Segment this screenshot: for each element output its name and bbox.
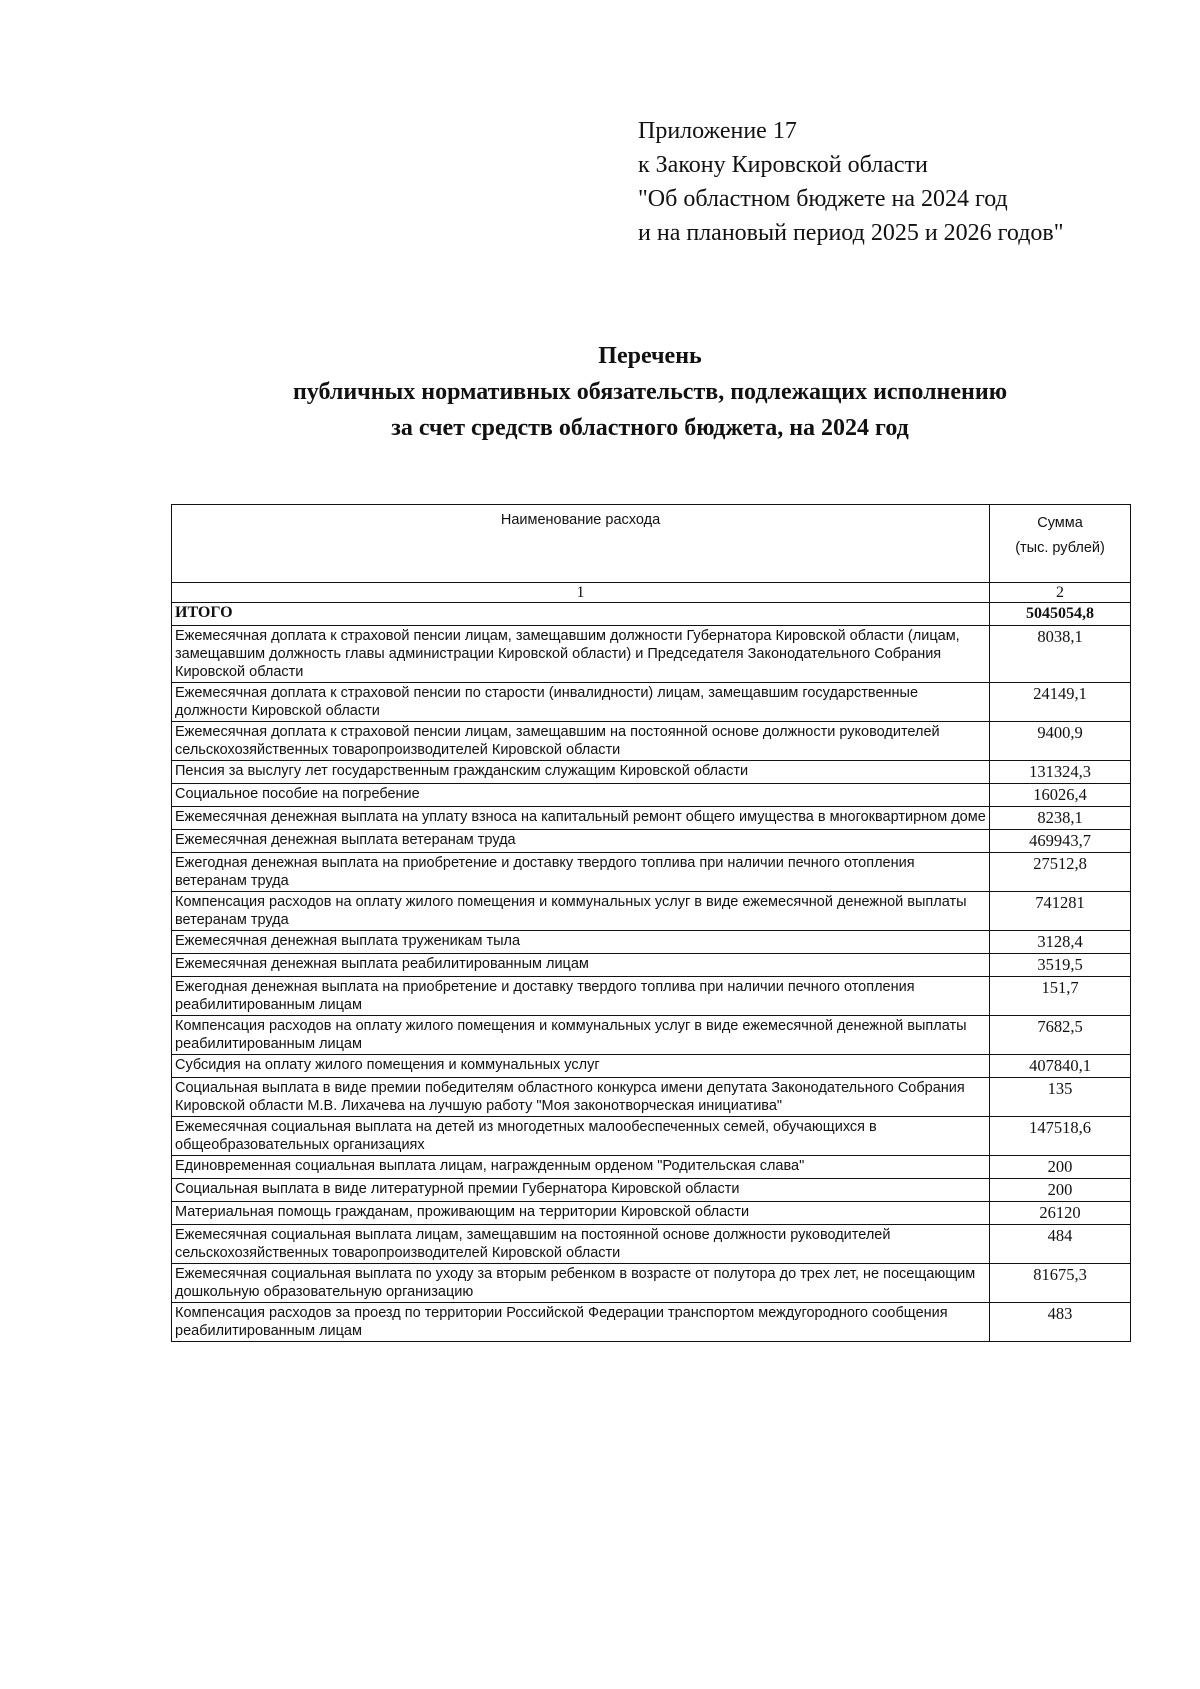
expense-amount: 3128,4 bbox=[990, 931, 1131, 954]
document-title bbox=[160, 338, 1140, 446]
table-row bbox=[172, 892, 1131, 931]
expense-amount: 741281 bbox=[990, 892, 1131, 931]
expense-amount: 8038,1 bbox=[990, 626, 1131, 683]
table-row bbox=[172, 807, 1131, 830]
expense-amount: 484 bbox=[990, 1225, 1131, 1264]
table-row bbox=[172, 1156, 1131, 1179]
expense-amount: 27512,8 bbox=[990, 853, 1131, 892]
expense-name: Ежегодная денежная выплата на приобретение и доставку твердого топлива при наличии печного отопления реабилитированным лицам bbox=[172, 977, 990, 1016]
appendix-line-1: Приложение 17 bbox=[638, 118, 797, 144]
table-row bbox=[172, 683, 1131, 722]
column-number-row bbox=[172, 583, 1131, 603]
expense-amount: 8238,1 bbox=[990, 807, 1131, 830]
appendix-line-3: "Об областном бюджете на 2024 год bbox=[638, 186, 1008, 212]
header-amount-line-1: Сумма bbox=[1037, 515, 1083, 531]
header-amount-line-2: (тыс. рублей) bbox=[1015, 540, 1105, 556]
expense-name: Ежемесячная социальная выплата на детей из многодетных малообеспеченных семей, обучающихся в общеобразовательных организациях bbox=[172, 1117, 990, 1156]
expense-name: Социальная выплата в виде премии победителям областного конкурса имени депутата Законодательного Собрания Кировской области М.В. Лихачева на лучшую работу "Моя законотворческая инициатива" bbox=[172, 1078, 990, 1117]
expense-name: Социальное пособие на погребение bbox=[172, 784, 990, 807]
expense-name: Единовременная социальная выплата лицам, награжденным орденом "Родительская слава" bbox=[172, 1156, 990, 1179]
expense-name: Компенсация расходов на оплату жилого помещения и коммунальных услуг в виде ежемесячной денежной выплаты ветеранам труда bbox=[172, 892, 990, 931]
expense-amount: 81675,3 bbox=[990, 1264, 1131, 1303]
table-row bbox=[172, 626, 1131, 683]
expense-amount: 3519,5 bbox=[990, 954, 1131, 977]
expense-amount: 469943,7 bbox=[990, 830, 1131, 853]
expense-name: Ежемесячная доплата к страховой пенсии лицам, замещавшим должности Губернатора Кировской области (лицам, замещавшим должность главы администрации Кировской области) и Председателя Законодательного Собрания Кировской области bbox=[172, 626, 990, 683]
table-row bbox=[172, 1016, 1131, 1055]
title-line-3: за счет средств областного бюджета, на 2024 год bbox=[391, 415, 909, 441]
expense-name: Ежегодная денежная выплата на приобретение и доставку твердого топлива при наличии печного отопления ветеранам труда bbox=[172, 853, 990, 892]
expense-name: Материальная помощь гражданам, проживающим на территории Кировской области bbox=[172, 1202, 990, 1225]
total-row bbox=[172, 603, 1131, 626]
table-row bbox=[172, 931, 1131, 954]
expense-name: Субсидия на оплату жилого помещения и коммунальных услуг bbox=[172, 1055, 990, 1078]
expense-amount: 200 bbox=[990, 1156, 1131, 1179]
expense-amount: 407840,1 bbox=[990, 1055, 1131, 1078]
table-row bbox=[172, 977, 1131, 1016]
obligations-table bbox=[171, 504, 1131, 1342]
table-row bbox=[172, 1055, 1131, 1078]
expense-amount: 26120 bbox=[990, 1202, 1131, 1225]
expense-name: Ежемесячная денежная выплата реабилитированным лицам bbox=[172, 954, 990, 977]
expense-amount: 151,7 bbox=[990, 977, 1131, 1016]
table-row bbox=[172, 1117, 1131, 1156]
table-row bbox=[172, 830, 1131, 853]
expense-name: Социальная выплата в виде литературной премии Губернатора Кировской области bbox=[172, 1179, 990, 1202]
expense-name: Ежемесячная доплата к страховой пенсии лицам, замещавшим на постоянной основе должности руководителей сельскохозяйственных товаропроизводителей Кировской области bbox=[172, 722, 990, 761]
table-row bbox=[172, 954, 1131, 977]
expense-name: Ежемесячная денежная выплата ветеранам труда bbox=[172, 830, 990, 853]
expense-name: Компенсация расходов на оплату жилого помещения и коммунальных услуг в виде ежемесячной денежной выплаты реабилитированным лицам bbox=[172, 1016, 990, 1055]
expense-amount: 9400,9 bbox=[990, 722, 1131, 761]
table-row bbox=[172, 761, 1131, 784]
header-expense-name: Наименование расхода bbox=[172, 505, 990, 583]
expense-amount: 7682,5 bbox=[990, 1016, 1131, 1055]
table-row bbox=[172, 853, 1131, 892]
total-value: 5045054,8 bbox=[990, 603, 1131, 626]
expense-amount: 135 bbox=[990, 1078, 1131, 1117]
header-amount bbox=[990, 505, 1131, 583]
expense-amount: 131324,3 bbox=[990, 761, 1131, 784]
table-row bbox=[172, 1264, 1131, 1303]
expense-name: Ежемесячная денежная выплата труженикам тыла bbox=[172, 931, 990, 954]
expense-amount: 16026,4 bbox=[990, 784, 1131, 807]
table-row bbox=[172, 722, 1131, 761]
column-number-2: 2 bbox=[990, 583, 1131, 603]
expense-amount: 24149,1 bbox=[990, 683, 1131, 722]
expense-name: Ежемесячная социальная выплата лицам, замещавшим на постоянной основе должности руководителей сельскохозяйственных товаропроизводителей Кировской области bbox=[172, 1225, 990, 1264]
expense-amount: 483 bbox=[990, 1303, 1131, 1342]
expense-name: Ежемесячная социальная выплата по уходу за вторым ребенком в возрасте от полутора до трех лет, не посещающим дошкольную образовательную организацию bbox=[172, 1264, 990, 1303]
title-line-2: публичных нормативных обязательств, подлежащих исполнению bbox=[292, 379, 1008, 405]
expense-name: Компенсация расходов за проезд по территории Российской Федерации транспортом междугородного сообщения реабилитированным лицам bbox=[172, 1303, 990, 1342]
expense-amount: 147518,6 bbox=[990, 1117, 1131, 1156]
appendix-line-4: и на плановый период 2025 и 2026 годов" bbox=[638, 220, 1064, 246]
table-row bbox=[172, 1225, 1131, 1264]
appendix-header bbox=[638, 114, 1064, 250]
table-row bbox=[172, 1303, 1131, 1342]
expense-name: Ежемесячная доплата к страховой пенсии по старости (инвалидности) лицам, замещавшим государственные должности Кировской области bbox=[172, 683, 990, 722]
table-row bbox=[172, 1179, 1131, 1202]
table-row bbox=[172, 1202, 1131, 1225]
obligations-table-container bbox=[171, 504, 1130, 1342]
expense-name: Ежемесячная денежная выплата на уплату взноса на капитальный ремонт общего имущества в многоквартирном доме bbox=[172, 807, 990, 830]
column-number-1: 1 bbox=[172, 583, 990, 603]
appendix-line-2: к Закону Кировской области bbox=[638, 152, 928, 178]
expense-name: Пенсия за выслугу лет государственным гражданским служащим Кировской области bbox=[172, 761, 990, 784]
table-row bbox=[172, 784, 1131, 807]
total-label: ИТОГО bbox=[172, 603, 990, 626]
table-row bbox=[172, 1078, 1131, 1117]
table-header-row bbox=[172, 505, 1131, 583]
title-line-1: Перечень bbox=[598, 343, 702, 369]
expense-amount: 200 bbox=[990, 1179, 1131, 1202]
